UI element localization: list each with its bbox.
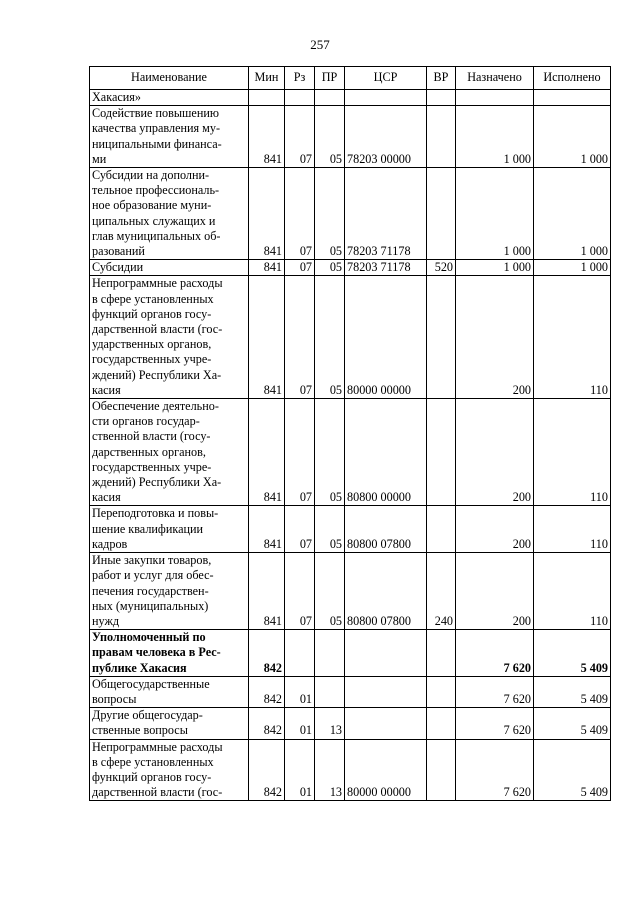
- cell-name-line: ных (муниципальных): [92, 598, 209, 613]
- cell-name-line: Общегосударственные: [92, 676, 210, 691]
- cell-vr: [427, 106, 456, 168]
- cell-pr: 05: [315, 553, 345, 630]
- cell-rz: 07: [285, 260, 315, 276]
- cell-name-line: функций органов госу-: [92, 306, 212, 321]
- cell-name: [90, 276, 249, 399]
- cell-pr: [315, 676, 345, 707]
- table-row: [90, 106, 611, 168]
- cell-rz: 01: [285, 676, 315, 707]
- cell-pr: 05: [315, 106, 345, 168]
- cell-assigned: 200: [456, 553, 534, 630]
- cell-csr: 80800 00000: [345, 399, 427, 506]
- cell-name-line: государственных учре-: [92, 352, 212, 367]
- cell-pr: [315, 630, 345, 677]
- cell-pr: 13: [315, 708, 345, 739]
- cell-name-line: Хакасия»: [92, 90, 141, 104]
- cell-vr: [427, 399, 456, 506]
- cell-assigned: 7 620: [456, 630, 534, 677]
- cell-name-line: кадров: [92, 536, 128, 551]
- cell-name-line: Непрограммные расходы: [92, 739, 223, 754]
- cell-name: [90, 90, 249, 106]
- cell-pr: 05: [315, 399, 345, 506]
- table-row: [90, 399, 611, 506]
- cell-vr: [427, 739, 456, 801]
- page-number: 257: [310, 37, 330, 52]
- cell-name: [90, 106, 249, 168]
- cell-vr: [427, 90, 456, 106]
- cell-rz: [285, 630, 315, 677]
- cell-vr: [427, 276, 456, 399]
- cell-executed: [534, 90, 611, 106]
- cell-executed: 5 409: [534, 708, 611, 739]
- cell-pr: 05: [315, 506, 345, 553]
- table-row: [90, 630, 611, 677]
- cell-pr: [315, 90, 345, 106]
- cell-assigned: 1 000: [456, 106, 534, 168]
- cell-name-line: Непрограммные расходы: [92, 276, 223, 291]
- cell-name-line: ми: [92, 151, 107, 166]
- cell-name-line: сти органов государ-: [92, 414, 200, 429]
- table-row: [90, 168, 611, 260]
- cell-min: 841: [249, 276, 285, 399]
- cell-vr: [427, 676, 456, 707]
- table-row: [90, 708, 611, 739]
- cell-csr: 78203 71178: [345, 168, 427, 260]
- table-row: [90, 739, 611, 801]
- cell-assigned: 7 620: [456, 739, 534, 801]
- cell-name-line: тельное профессиональ-: [92, 183, 220, 198]
- table-row: [90, 553, 611, 630]
- cell-rz: 07: [285, 553, 315, 630]
- cell-assigned: 7 620: [456, 676, 534, 707]
- cell-min: 842: [249, 708, 285, 739]
- cell-pr: 05: [315, 276, 345, 399]
- table-row: [90, 676, 611, 707]
- cell-name-line: Содействие повышению: [92, 106, 219, 121]
- cell-min: 841: [249, 260, 285, 276]
- budget-table: [89, 66, 611, 801]
- cell-min: 841: [249, 399, 285, 506]
- cell-name-line: ударственных органов,: [92, 337, 212, 352]
- cell-name: [90, 553, 249, 630]
- cell-name: [90, 399, 249, 506]
- cell-name-line: Иные закупки товаров,: [92, 553, 212, 568]
- cell-name-line: дарственной власти (гос-: [92, 322, 223, 337]
- cell-name-line: в сфере установленных: [92, 754, 214, 769]
- cell-csr: [345, 630, 427, 677]
- cell-executed: 110: [534, 399, 611, 506]
- cell-name-line: ственной власти (госу-: [92, 429, 211, 444]
- cell-name-line: качества управления му-: [92, 121, 221, 136]
- cell-name-line: Уполномоченный по: [92, 630, 206, 645]
- cell-rz: 07: [285, 106, 315, 168]
- cell-executed: 110: [534, 276, 611, 399]
- cell-assigned: 7 620: [456, 708, 534, 739]
- cell-executed: 110: [534, 506, 611, 553]
- cell-csr: [345, 90, 427, 106]
- cell-rz: 07: [285, 276, 315, 399]
- cell-rz: 01: [285, 739, 315, 801]
- cell-name-line: публике Хакасия: [92, 660, 187, 675]
- cell-name-line: ципальных служащих и: [92, 213, 216, 228]
- cell-name: [90, 676, 249, 707]
- cell-name-line: ждений) Республики Ха-: [92, 367, 222, 382]
- cell-name: [90, 708, 249, 739]
- cell-name-line: Субсидии на дополни-: [92, 168, 210, 183]
- cell-executed: 1 000: [534, 168, 611, 260]
- cell-name: [90, 630, 249, 677]
- cell-csr: 78203 71178: [345, 260, 427, 276]
- cell-name-line: шение квалификации: [92, 521, 204, 536]
- table-row: [90, 506, 611, 553]
- cell-executed: 1 000: [534, 106, 611, 168]
- cell-name-line: глав муниципальных об-: [92, 228, 221, 243]
- cell-min: 841: [249, 553, 285, 630]
- table-body: [90, 90, 611, 801]
- cell-pr: 13: [315, 739, 345, 801]
- cell-name: [90, 260, 249, 276]
- cell-min: 842: [249, 630, 285, 677]
- cell-min: [249, 90, 285, 106]
- cell-name-line: дарственных органов,: [92, 444, 206, 459]
- cell-name-line: работ и услуг для обес-: [92, 568, 214, 583]
- cell-assigned: 1 000: [456, 168, 534, 260]
- header-min: Мин: [249, 67, 285, 90]
- header-assigned: Назначено: [456, 67, 534, 90]
- table-row: [90, 260, 611, 276]
- cell-csr: 80000 00000: [345, 276, 427, 399]
- cell-assigned: 200: [456, 506, 534, 553]
- cell-name-line: Субсидии: [92, 260, 144, 275]
- table-header-row: [90, 67, 611, 90]
- cell-vr: [427, 630, 456, 677]
- cell-name-line: вопросы: [92, 691, 137, 706]
- cell-min: 842: [249, 676, 285, 707]
- cell-vr: 520: [427, 260, 456, 276]
- header-executed: Исполнено: [534, 67, 611, 90]
- header-vr: ВР: [427, 67, 456, 90]
- cell-vr: [427, 168, 456, 260]
- cell-executed: 110: [534, 553, 611, 630]
- cell-vr: [427, 506, 456, 553]
- cell-name: [90, 739, 249, 801]
- cell-name-line: касия: [92, 490, 121, 505]
- cell-vr: [427, 708, 456, 739]
- cell-name-line: ное образование муни-: [92, 198, 212, 213]
- cell-vr: 240: [427, 553, 456, 630]
- cell-rz: 07: [285, 506, 315, 553]
- cell-executed: 5 409: [534, 676, 611, 707]
- header-name: Наименование: [90, 67, 249, 90]
- cell-name: [90, 506, 249, 553]
- cell-pr: 05: [315, 168, 345, 260]
- cell-name-line: нужд: [92, 613, 120, 628]
- cell-csr: [345, 676, 427, 707]
- header-rz: Рз: [285, 67, 315, 90]
- cell-name-line: ждений) Республики Ха-: [92, 475, 222, 490]
- cell-assigned: 200: [456, 399, 534, 506]
- cell-csr: [345, 708, 427, 739]
- table-row: [90, 276, 611, 399]
- cell-assigned: 1 000: [456, 260, 534, 276]
- cell-name-line: ственные вопросы: [92, 723, 188, 738]
- cell-rz: 01: [285, 708, 315, 739]
- cell-csr: 80800 07800: [345, 553, 427, 630]
- cell-name-line: Обеспечение деятельно-: [92, 399, 219, 414]
- table-row: [90, 90, 611, 106]
- cell-executed: 5 409: [534, 739, 611, 801]
- cell-executed: 5 409: [534, 630, 611, 677]
- cell-name-line: печения государствен-: [92, 583, 209, 598]
- cell-name-line: в сфере установленных: [92, 291, 214, 306]
- cell-csr: 80800 07800: [345, 506, 427, 553]
- cell-name-line: касия: [92, 382, 121, 397]
- cell-rz: 07: [285, 399, 315, 506]
- cell-assigned: [456, 90, 534, 106]
- header-pr: ПР: [315, 67, 345, 90]
- cell-min: 841: [249, 506, 285, 553]
- cell-csr: 80000 00000: [345, 739, 427, 801]
- cell-name-line: дарственной власти (гос-: [92, 785, 223, 800]
- header-csr: ЦСР: [345, 67, 427, 90]
- cell-name-line: ниципальными финанса-: [92, 136, 222, 151]
- cell-name-line: разований: [92, 244, 145, 259]
- cell-name-line: государственных учре-: [92, 459, 212, 474]
- cell-name-line: правам человека в Рес-: [92, 645, 221, 660]
- cell-name-line: Переподготовка и повы-: [92, 506, 219, 521]
- cell-rz: 07: [285, 168, 315, 260]
- cell-assigned: 200: [456, 276, 534, 399]
- cell-min: 841: [249, 168, 285, 260]
- cell-executed: 1 000: [534, 260, 611, 276]
- cell-min: 842: [249, 739, 285, 801]
- cell-name-line: Другие общегосудар-: [92, 708, 203, 723]
- cell-csr: 78203 00000: [345, 106, 427, 168]
- cell-pr: 05: [315, 260, 345, 276]
- cell-name-line: функций органов госу-: [92, 769, 212, 784]
- cell-rz: [285, 90, 315, 106]
- cell-min: 841: [249, 106, 285, 168]
- cell-name: [90, 168, 249, 260]
